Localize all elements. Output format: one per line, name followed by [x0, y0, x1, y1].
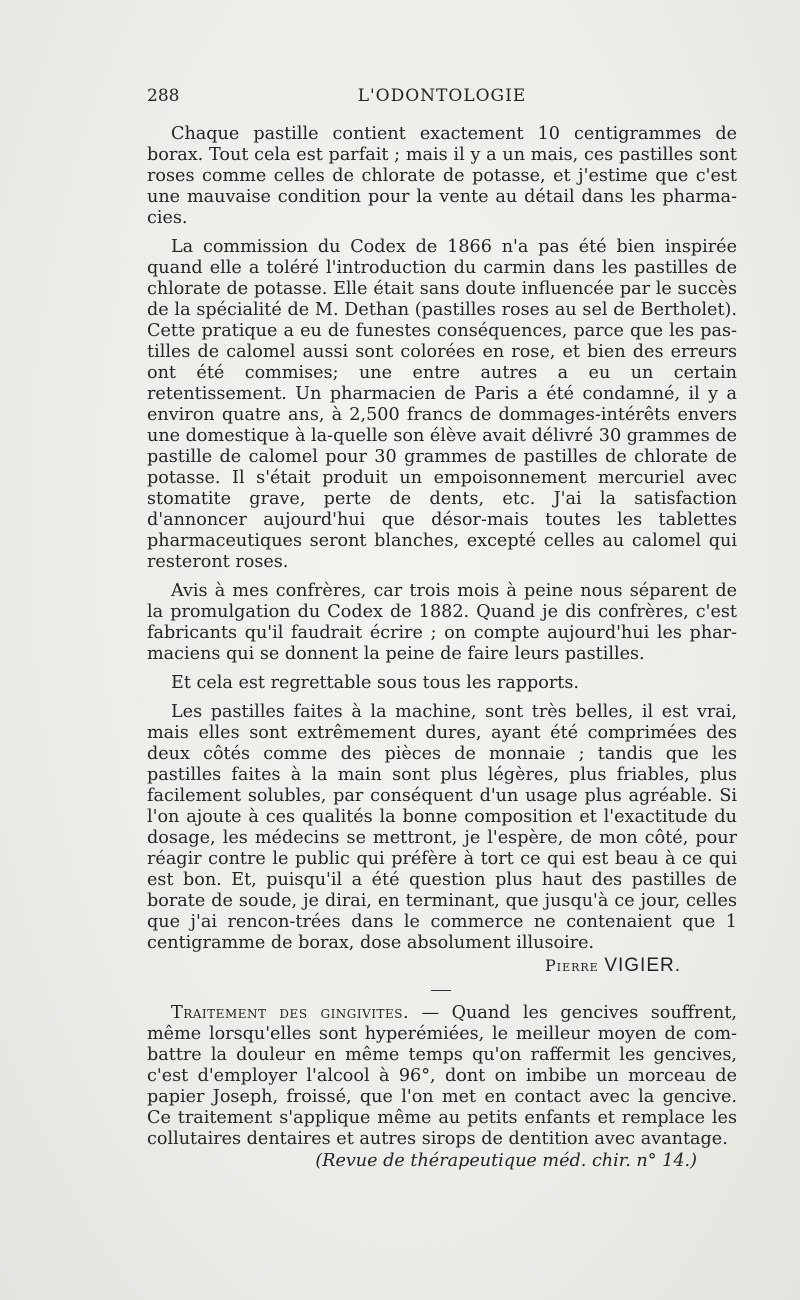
paragraph: Les pastilles faites à la machine, sont très belles, il est vrai, mais elles sont extrêmement dures, ayant été comprimées des deux côtés comme des pièces de monnaie ; tandis que les pastilles faites à la main sont plus légères, plus friables, plus facilement solubles, par conséquent d'un usage plus agréable. Si l'on ajoute à ces qualités la bonne composition et l'exactitude du dosage, les médecins se mettront, je l'espère, de mon côté, pour réagir contre le public qui préfère à tort ce qui est beau à ce qui est bon. Et, puisqu'il a été question plus haut des pastilles de borate de soude, je dirai, en terminant, que jusqu'à ce jour, celles que j'ai rencon-trées dans le commerce ne contenaient que 1 centigramme de borax, dose absolument illusoire.	[147, 702, 737, 953]
citation: (Revue de thérapeutique méd. chir. n° 14.)	[315, 1151, 697, 1171]
note-text: — Quand les gencives souffrent, même lorsqu'elles sont hyperémiées, le meilleur moyen de com-battre la douleur en même temps qu'on raffermit les gencives, c'est d'employer l'alcool à 96°, dont on imbibe un morceau de papier Joseph, froissé, que l'on met en contact avec la gencive. Ce traitement s'applique même au petits enfants et remplace les collutaires dentaires et autres sirops de dentition avec avantage.	[147, 1003, 737, 1149]
author-last-name: VIGIER.	[604, 955, 681, 976]
note-paragraph	[147, 1003, 737, 1150]
paragraph: La commission du Codex de 1866 n'a pas été bien inspirée quand elle a toléré l'introduction du carmin dans les pastilles de chlorate de potasse. Elle était sans doute influencée par le succès de la spécialité de M. Dethan (pastilles roses au sel de Bertholet). Cette pratique a eu de funestes conséquences, parce que les pas-tilles de calomel aussi sont colorées en rose, et bien des erreurs ont été commises; une entre autres a eu un certain retentissement. Un pharmacien de Paris a été condamné, il y a environ quatre ans, à 2,500 francs de dommages-intérêts envers une domestique à la-quelle son élève avait délivré 30 grammes de pastille de calomel pour 30 grammes de pastilles de chlorate de potasse. Il s'était produit un empoisonnement mercuriel avec stomatite grave, perte de dents, etc. J'ai la satisfaction d'annoncer aujourd'hui que désor-mais toutes les tablettes pharmaceutiques seront blanches, excepté celles au calomel qui resteront roses.	[147, 237, 737, 572]
author-signature	[147, 954, 737, 978]
section-divider	[431, 990, 451, 991]
note-title: Traitement des gingivites.	[171, 1003, 410, 1023]
author-first-name: Pierre	[544, 956, 599, 975]
paragraph: Et cela est regrettable sous tous les rapports.	[171, 673, 579, 693]
page-number: 288	[147, 86, 180, 106]
paragraph: Chaque pastille contient exactement 10 centigrammes de borax. Tout cela est parfait ; mais il y a un mais, ces pastilles sont roses comme celles de chlorate de potasse, et j'estime que c'est une mauvaise condition pour la vente au détail dans les pharma-cies.	[147, 124, 737, 228]
article-body	[147, 124, 737, 1172]
page-header	[147, 86, 737, 110]
paragraph: Avis à mes confrères, car trois mois à peine nous séparent de la promulgation du Codex de 1882. Quand je dis confrères, c'est fabricants qu'il faudrait écrire ; on compte aujourd'hui les phar-maciens qui se donnent la peine de faire leurs pastilles.	[147, 581, 737, 664]
running-title: L'ODONTOLOGIE	[357, 86, 527, 106]
